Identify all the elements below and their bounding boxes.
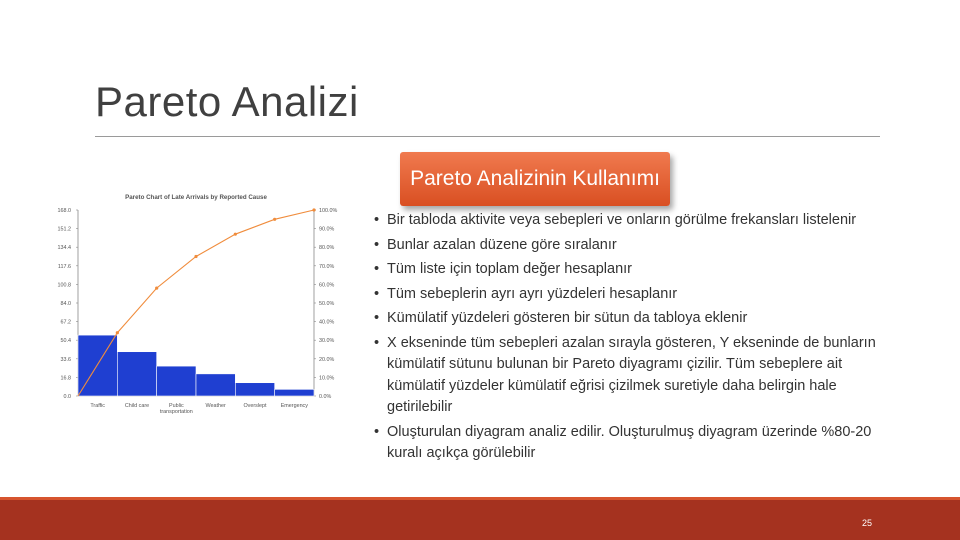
y-tick-label: 84.0 bbox=[60, 301, 71, 307]
y-tick-label: 0.0 bbox=[63, 394, 71, 400]
bullet-text: Bunlar azalan düzene göre sıralanır bbox=[387, 236, 617, 253]
bullet-item bbox=[370, 422, 880, 465]
y2-tick-label: 60.0% bbox=[319, 282, 335, 289]
y2-tick-label: 30.0% bbox=[319, 338, 335, 345]
y-tick-label: 168.0 bbox=[57, 208, 71, 214]
bullet-item bbox=[370, 333, 880, 419]
y-tick-label: 50.4 bbox=[60, 338, 71, 345]
section-banner bbox=[400, 152, 670, 206]
pareto-chart bbox=[52, 186, 352, 418]
y2-tick-label: 50.0% bbox=[319, 301, 335, 307]
page-number: 25 bbox=[862, 518, 873, 528]
chart-title: Pareto Chart of Late Arrivals by Reported Cause bbox=[125, 194, 267, 201]
bar bbox=[117, 352, 156, 396]
bullet-text: Bir tabloda aktivite veya sebepleri ve onların görülme frekansları listelenir bbox=[387, 212, 857, 228]
x-tick-label: Weather bbox=[205, 403, 226, 409]
bar bbox=[157, 366, 196, 396]
y2-tick-label: 20.0% bbox=[319, 356, 335, 363]
bullet-dot: • bbox=[374, 236, 380, 253]
y2-tick-label: 40.0% bbox=[319, 319, 335, 326]
bar bbox=[275, 389, 314, 396]
slide-title: Pareto Analizi bbox=[95, 78, 359, 125]
bullet-dot: • bbox=[374, 310, 380, 326]
cumulative-point bbox=[312, 208, 315, 211]
bullet-list bbox=[370, 210, 880, 468]
banner-label: Pareto Analizinin Kullanımı bbox=[410, 167, 660, 190]
y-tick-label: 134.4 bbox=[57, 245, 71, 252]
x-tick-label: Child care bbox=[124, 403, 150, 409]
title-divider bbox=[95, 136, 880, 137]
footer-bar bbox=[0, 500, 960, 540]
bullet-text: Tüm sebeplerin ayrı ayrı yüzdeleri hesaplanır bbox=[387, 285, 678, 302]
y-tick-label: 33.6 bbox=[60, 356, 71, 363]
cumulative-point bbox=[234, 233, 237, 236]
bullet-text: Tüm liste için toplam değer hesaplanır bbox=[387, 261, 633, 277]
bullet-item bbox=[370, 235, 880, 257]
y2-tick-label: 10.0% bbox=[319, 375, 335, 382]
y2-tick-label: 100.0% bbox=[319, 208, 338, 214]
bar bbox=[196, 374, 235, 396]
bullet-text: X ekseninde tüm sebepleri azalan sırayla gösteren, Y ekseninde de bunların kümülatif sütunu bulunan bir Pareto diyagramı çizilir. Tüm sebeplere ait kümülatif yüzdeler kümülatif eğrisi çizilmek suretiyle daha belirgin hale getirilebilir bbox=[387, 334, 876, 415]
x-tick-label: Public bbox=[168, 403, 184, 409]
cumulative-point bbox=[155, 287, 158, 290]
y-tick-label: 117.6 bbox=[57, 263, 71, 270]
bullet-item bbox=[370, 259, 880, 281]
bullet-dot: • bbox=[374, 212, 380, 228]
bullet-item bbox=[370, 308, 880, 330]
y2-tick-label: 80.0% bbox=[319, 245, 335, 252]
y2-tick-label: 70.0% bbox=[319, 263, 335, 270]
y-tick-label: 16.8 bbox=[60, 375, 71, 382]
bullet-dot: • bbox=[374, 423, 380, 440]
y-tick-label: 67.2 bbox=[60, 319, 71, 326]
x-tick-label: transportation bbox=[159, 409, 193, 415]
cumulative-point bbox=[194, 255, 197, 258]
bullet-item bbox=[370, 284, 880, 306]
bullet-item bbox=[370, 210, 880, 232]
x-tick-label: Emergency bbox=[280, 403, 308, 409]
y2-tick-label: 90.0% bbox=[319, 226, 335, 233]
y2-tick-label: 0.0% bbox=[319, 394, 332, 400]
bullet-dot: • bbox=[374, 285, 380, 302]
bullet-dot: • bbox=[374, 334, 380, 351]
cumulative-point bbox=[273, 218, 276, 221]
bullet-text: Oluşturulan diyagram analiz edilir. Oluşturulmuş diyagram üzerinde %80-20 kuralı açıkça görülebilir bbox=[387, 423, 872, 461]
pareto-chart-svg bbox=[52, 186, 352, 418]
bullet-dot: • bbox=[374, 261, 380, 277]
y-tick-label: 100.8 bbox=[57, 282, 71, 289]
y-tick-label: 151.2 bbox=[57, 226, 71, 233]
bar bbox=[235, 383, 274, 396]
bullet-text: Kümülatif yüzdeleri gösteren bir sütun da tabloya eklenir bbox=[387, 310, 748, 326]
cumulative-point bbox=[116, 331, 119, 334]
x-tick-label: Overslept bbox=[243, 403, 267, 409]
x-tick-label: Traffic bbox=[90, 403, 106, 409]
